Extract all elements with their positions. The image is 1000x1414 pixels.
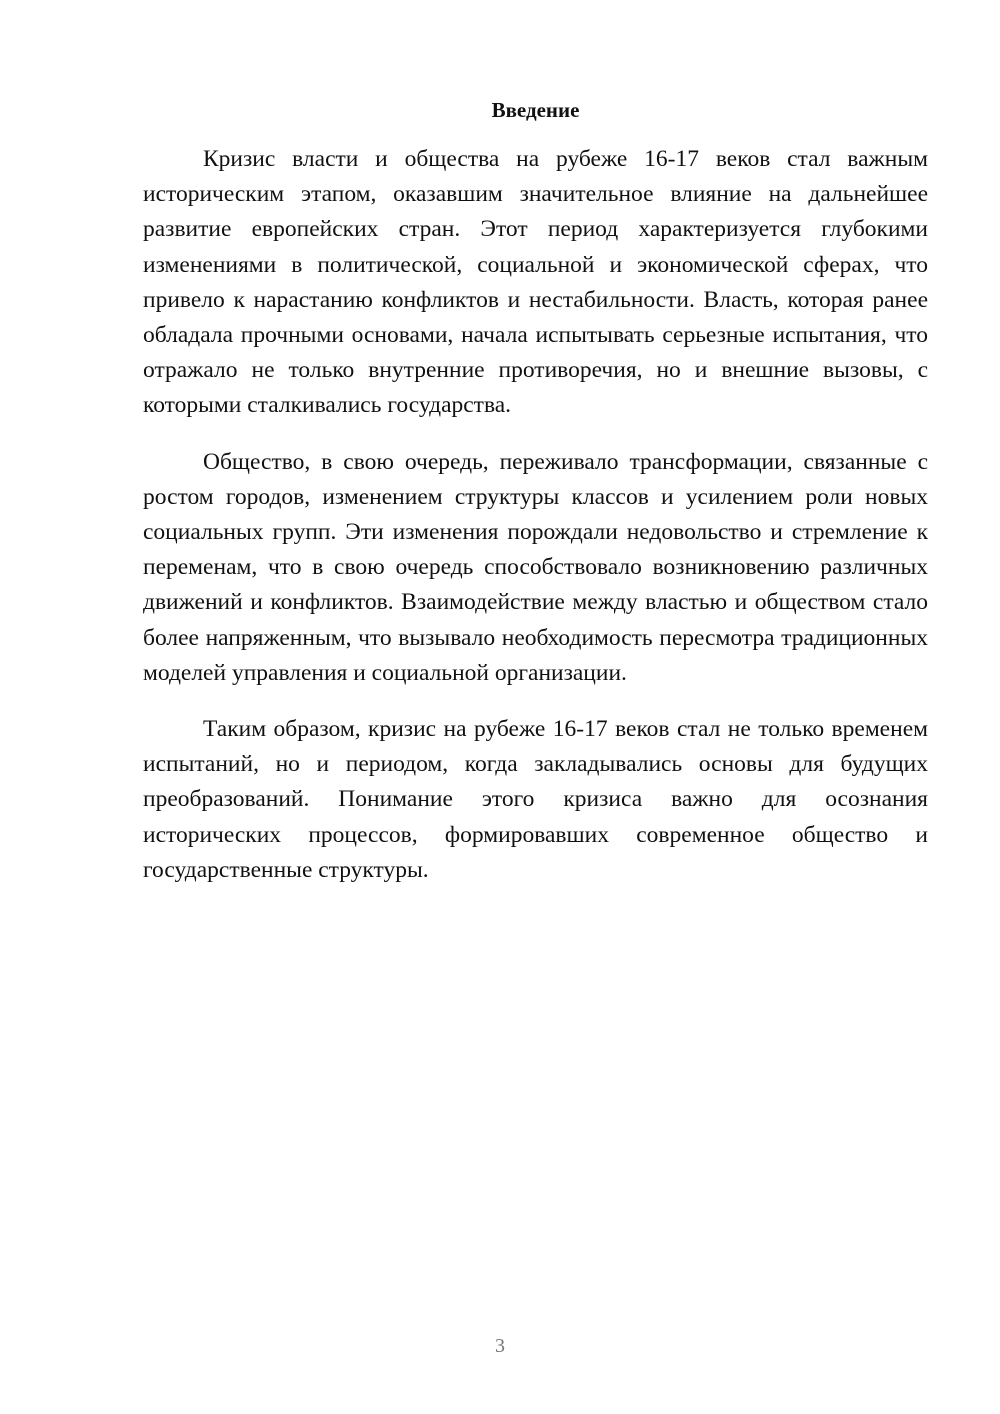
page-number: 3	[495, 1335, 505, 1357]
paragraph-3: Таким образом, кризис на рубеже 16-17 веков стал не только временем испытаний, но и периодом, когда закладывались основы для будущих преобразований. Понимание этого кризиса важно для осознания исторических процессов, формировавших современное общество и государственные структуры.	[143, 716, 928, 883]
body-text	[143, 142, 928, 909]
section-heading: Введение	[491, 98, 580, 122]
paragraph-1: Кризис власти и общества на рубеже 16-17 веков стал важным историческим этапом, оказавшим значительное влияние на дальнейшее развитие европейских стран. Этот период характеризуется глубокими изменениями в политической, социальной и экономической сферах, что привело к нарастанию конфликтов и нестабильности. Власть, которая ранее обладала прочными основами, начала испытывать серьезные испытания, что отражало не только внутренние противоречия, но и внешние вызовы, с которыми сталкивались государства.	[143, 146, 928, 419]
paragraph-2: Общество, в свою очередь, переживало трансформации, связанные с ростом городов, изменением структуры классов и усилением роли новых социальных групп. Эти изменения порождали недовольство и стремление к переменам, что в свою очередь способствовало возникновению различных движений и конфликтов. Взаимодействие между властью и обществом стало более напряженным, что вызывало необходимость пересмотра традиционных моделей управления и социальной организации.	[143, 448, 928, 686]
